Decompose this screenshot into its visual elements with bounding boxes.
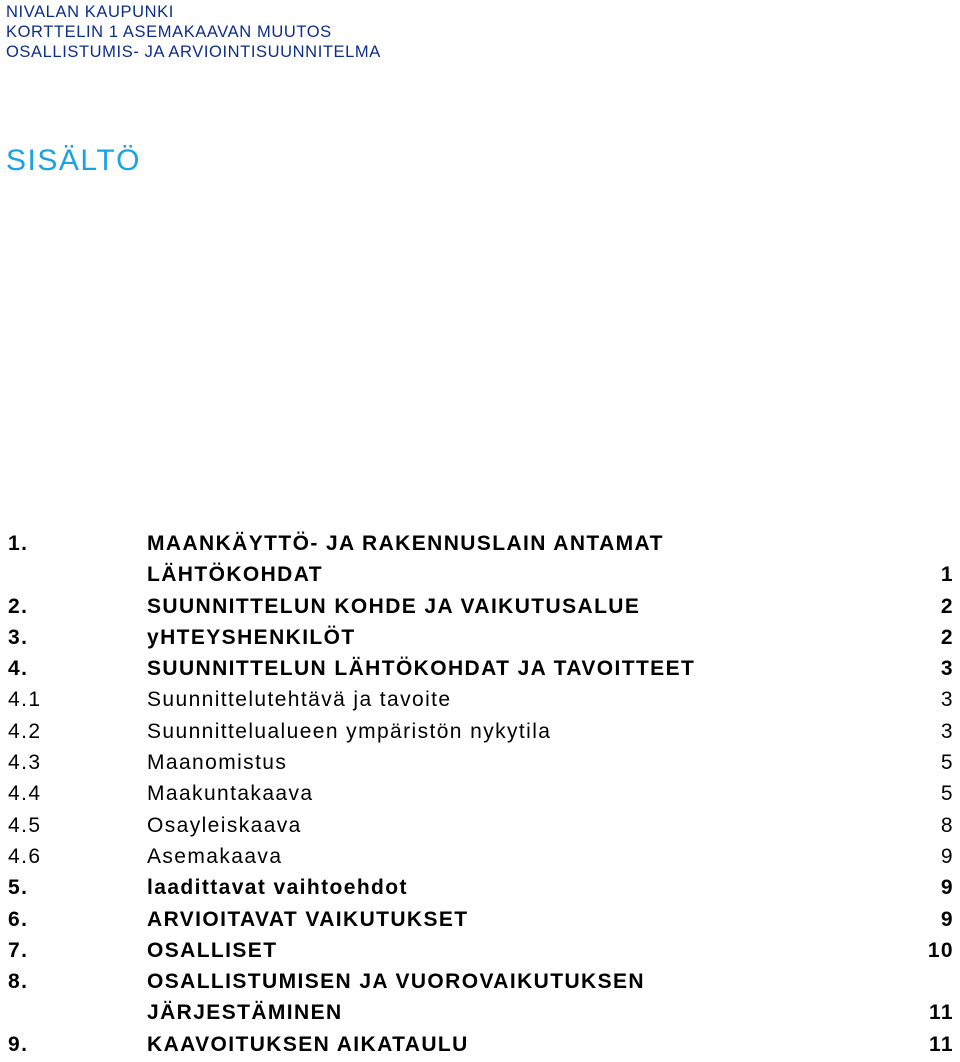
toc-entry-page: 11 <box>929 1001 954 1025</box>
toc-entry-title: Suunnittelutehtävä ja tavoite <box>147 688 452 712</box>
header-plan-name: KORTTELIN 1 ASEMAKAAVAN MUUTOS <box>6 23 332 41</box>
toc-entry-page: 11 <box>929 1032 954 1056</box>
toc-entry-page: 10 <box>927 938 954 962</box>
document-header <box>6 2 381 62</box>
toc-entry-title: SUUNNITTELUN LÄHTÖKOHDAT JA TAVOITTEET <box>147 657 696 681</box>
toc-entry-title: SUUNNITTELUN KOHDE JA VAIKUTUSALUE <box>147 594 641 618</box>
toc-entry-page: 9 <box>940 844 954 868</box>
toc-entry-title: Maakuntakaava <box>147 782 314 806</box>
toc-entry-title: MAANKÄYTTÖ- JA RAKENNUSLAIN ANTAMAT <box>147 532 664 555</box>
toc-entry-title: JÄRJESTÄMINEN <box>147 1001 343 1025</box>
toc-entry <box>8 997 954 1028</box>
toc-subentry <box>8 778 954 809</box>
toc-entry-page: 5 <box>940 782 954 806</box>
table-of-contents <box>8 528 954 1060</box>
toc-entry <box>8 653 954 684</box>
toc-entry <box>8 591 954 622</box>
toc-subentry <box>8 684 954 715</box>
toc-entry <box>8 966 954 997</box>
toc-entry-number: 4.5 <box>8 813 42 837</box>
toc-entry-number: 4.2 <box>8 719 42 743</box>
toc-subentry <box>8 716 954 747</box>
toc-entry-title: KAAVOITUKSEN AIKATAULU <box>147 1032 469 1056</box>
toc-entry <box>8 935 954 966</box>
toc-entry-page: 8 <box>940 813 954 837</box>
toc-entry-page: 5 <box>940 751 954 775</box>
toc-entry-page: 9 <box>940 876 954 900</box>
toc-entry-number: 7. <box>8 938 29 962</box>
toc-entry-page: 2 <box>940 625 954 649</box>
toc-subentry <box>8 841 954 872</box>
toc-entry <box>8 1029 954 1060</box>
header-document-type: OSALLISTUMIS- JA ARVIOINTISUUNNITELMA <box>6 43 381 61</box>
toc-entry-number: 4.4 <box>8 782 42 806</box>
toc-entry <box>8 904 954 935</box>
toc-entry-page: 3 <box>940 688 954 712</box>
toc-entry-title: Suunnittelualueen ympäristön nykytila <box>147 719 552 743</box>
toc-entry-title: laadittavat vaihtoehdot <box>147 876 408 900</box>
toc-entry-page: 9 <box>940 907 954 931</box>
toc-entry-page: 3 <box>940 719 954 743</box>
toc-entry-number: 2. <box>8 594 29 618</box>
contents-title: SISÄLTÖ <box>6 144 141 177</box>
header-municipality: NIVALAN KAUPUNKI <box>6 3 174 21</box>
toc-entry-title: ARVIOITAVAT VAIKUTUKSET <box>147 907 469 931</box>
toc-entry <box>8 528 954 559</box>
toc-entry-number: 3. <box>8 625 29 649</box>
toc-entry-page: 1 <box>940 563 954 587</box>
toc-subentry <box>8 747 954 778</box>
toc-entry-number: 8. <box>8 970 29 994</box>
toc-entry-number: 4.1 <box>8 688 42 712</box>
toc-entry-page: 2 <box>940 594 954 618</box>
toc-entry-number: 6. <box>8 907 29 931</box>
toc-entry <box>8 872 954 903</box>
toc-subentry <box>8 810 954 841</box>
toc-entry-title: LÄHTÖKOHDAT <box>147 563 323 587</box>
toc-entry-page: 3 <box>940 657 954 681</box>
toc-entry-title: Maanomistus <box>147 751 288 775</box>
toc-entry-number: 4.3 <box>8 751 42 775</box>
toc-entry-title: yHTEYSHENKILÖT <box>147 625 356 649</box>
toc-entry-title: Asemakaava <box>147 844 283 868</box>
toc-entry-number: 9. <box>8 1032 29 1056</box>
toc-entry-title: OSALLISET <box>147 938 278 962</box>
toc-entry-title: OSALLISTUMISEN JA VUOROVAIKUTUKSEN <box>147 970 645 994</box>
toc-entry-number: 5. <box>8 876 29 900</box>
toc-entry-number: 4. <box>8 657 29 681</box>
toc-entry <box>8 559 954 590</box>
toc-entry-number: 4.6 <box>8 844 42 868</box>
toc-entry-title: Osayleiskaava <box>147 813 302 837</box>
toc-entry-number: 1. <box>8 532 29 555</box>
toc-entry <box>8 622 954 653</box>
